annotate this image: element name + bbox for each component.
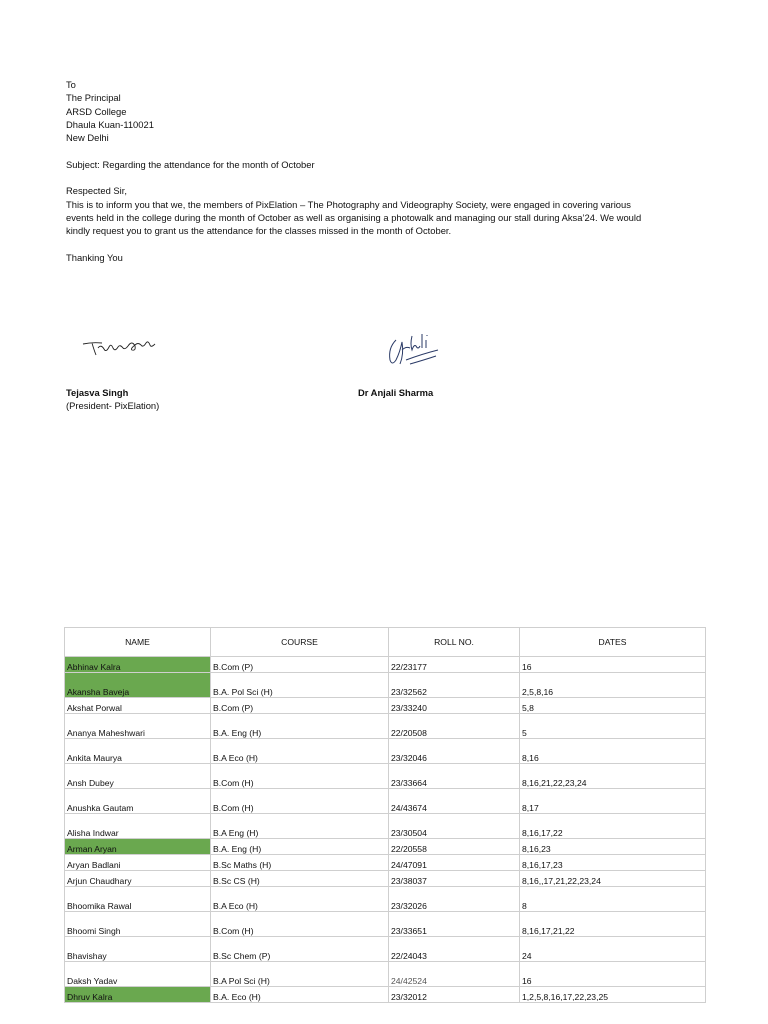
cell-name: Bhavishay [65, 937, 211, 962]
table-row [65, 814, 706, 839]
signatory-left-name: Tejasva Singh [66, 387, 129, 398]
cell-roll: 24/42524 [389, 962, 520, 987]
cell-course: B.A. Eco (H) [211, 987, 389, 1003]
table-row [65, 673, 706, 698]
table-row [65, 657, 706, 673]
cell-name: Arman Aryan [65, 839, 211, 855]
table-row [65, 962, 706, 987]
cell-roll: 23/30504 [389, 814, 520, 839]
cell-name: Bhoomika Rawal [65, 887, 211, 912]
cell-course: B.Com (H) [211, 764, 389, 789]
table-row [65, 987, 706, 1003]
cell-course: B.A. Eng (H) [211, 714, 389, 739]
cell-name: Ankita Maurya [65, 739, 211, 764]
header-roll: ROLL NO. [389, 628, 520, 657]
cell-course: B.Com (P) [211, 698, 389, 714]
cell-course: B.Com (H) [211, 912, 389, 937]
table-row [65, 871, 706, 887]
header-name: NAME [65, 628, 211, 657]
closing: Thanking You [66, 251, 123, 263]
table-row [65, 887, 706, 912]
signatory-right-name: Dr Anjali Sharma [358, 387, 434, 398]
cell-dates: 8,17 [520, 789, 706, 814]
table-row [65, 714, 706, 739]
cell-roll: 24/43674 [389, 789, 520, 814]
cell-roll: 22/24043 [389, 937, 520, 962]
table-row [65, 789, 706, 814]
address-line: New Delhi [66, 132, 109, 144]
body-line: kindly request you to grant us the attendance for the classes missed in the month of October. [66, 225, 452, 237]
cell-course: B.A. Pol Sci (H) [211, 673, 389, 698]
cell-roll: 22/23177 [389, 657, 520, 673]
cell-dates: 8,16,21,22,23,24 [520, 764, 706, 789]
cell-name: Ananya Maheshwari [65, 714, 211, 739]
table-row [65, 698, 706, 714]
cell-dates: 8,16,,17,21,22,23,24 [520, 871, 706, 887]
cell-name: Aryan Badlani [65, 855, 211, 871]
cell-roll: 22/20508 [389, 714, 520, 739]
letter-body [66, 78, 696, 264]
attendance-table [64, 627, 706, 1003]
cell-name: Ansh Dubey [65, 764, 211, 789]
cell-dates: 8,16,17,23 [520, 855, 706, 871]
cell-course: B.A Eco (H) [211, 739, 389, 764]
cell-course: B.Sc Maths (H) [211, 855, 389, 871]
cell-roll: 24/47091 [389, 855, 520, 871]
cell-name: Akshat Porwal [65, 698, 211, 714]
cell-dates: 8,16,23 [520, 839, 706, 855]
cell-dates: 8,16,17,22 [520, 814, 706, 839]
address-line: To [66, 79, 76, 90]
cell-dates: 5,8 [520, 698, 706, 714]
table-row [65, 839, 706, 855]
cell-name: Arjun Chaudhary [65, 871, 211, 887]
cell-course: B.A. Eng (H) [211, 839, 389, 855]
cell-name: Dhruv Kalra [65, 987, 211, 1003]
cell-dates: 16 [520, 657, 706, 673]
cell-course: B.Sc CS (H) [211, 871, 389, 887]
cell-name: Anushka Gautam [65, 789, 211, 814]
cell-roll: 23/32046 [389, 739, 520, 764]
cell-dates: 8,16,17,21,22 [520, 912, 706, 937]
address-line: The Principal [66, 92, 121, 104]
cell-course: B.Sc Chem (P) [211, 937, 389, 962]
salutation: Respected Sir, [66, 185, 127, 197]
subject-line: Subject: Regarding the attendance for the month of October [66, 158, 315, 170]
table-row [65, 937, 706, 962]
cell-dates: 2,5,8,16 [520, 673, 706, 698]
table-header-row [65, 628, 706, 657]
signature-left-image [80, 334, 160, 360]
cell-name: Daksh Yadav [65, 962, 211, 987]
cell-name: Alisha Indwar [65, 814, 211, 839]
header-dates: DATES [520, 628, 706, 657]
header-course: COURSE [211, 628, 389, 657]
signatory-right [358, 386, 433, 399]
cell-dates: 8 [520, 887, 706, 912]
cell-course: B.A Eco (H) [211, 887, 389, 912]
cell-dates: 24 [520, 937, 706, 962]
cell-course: B.Com (P) [211, 657, 389, 673]
cell-roll: 22/20558 [389, 839, 520, 855]
table-row [65, 764, 706, 789]
cell-roll: 23/32026 [389, 887, 520, 912]
cell-roll: 23/33240 [389, 698, 520, 714]
signature-right-image [382, 326, 444, 370]
cell-name: Bhoomi Singh [65, 912, 211, 937]
table-row [65, 855, 706, 871]
cell-course: B.Com (H) [211, 789, 389, 814]
cell-roll: 23/33651 [389, 912, 520, 937]
cell-course: B.A Eng (H) [211, 814, 389, 839]
table-row [65, 739, 706, 764]
cell-roll: 23/33664 [389, 764, 520, 789]
table-row [65, 912, 706, 937]
cell-name: Akansha Baveja [65, 673, 211, 698]
body-line: events held in the college during the month of October as well as organising a photowalk and managing our stall during Aksa’24. We would [66, 211, 642, 223]
cell-name: Abhinav Kalra [65, 657, 211, 673]
address-line: ARSD College [66, 105, 127, 117]
cell-dates: 5 [520, 714, 706, 739]
cell-roll: 23/32562 [389, 673, 520, 698]
cell-roll: 23/32012 [389, 987, 520, 1003]
cell-dates: 8,16 [520, 739, 706, 764]
cell-course: B.A Pol Sci (H) [211, 962, 389, 987]
cell-dates: 16 [520, 962, 706, 987]
cell-dates: 1,2,5,8,16,17,22,23,25 [520, 987, 706, 1003]
cell-roll: 23/38037 [389, 871, 520, 887]
body-line: This is to inform you that we, the members of PixElation – The Photography and Videography Society, were engaged in covering various [66, 198, 631, 210]
signatory-left-role: (President- PixElation) [66, 400, 160, 412]
signatory-left [66, 386, 159, 413]
address-line: Dhaula Kuan-110021 [66, 118, 154, 130]
